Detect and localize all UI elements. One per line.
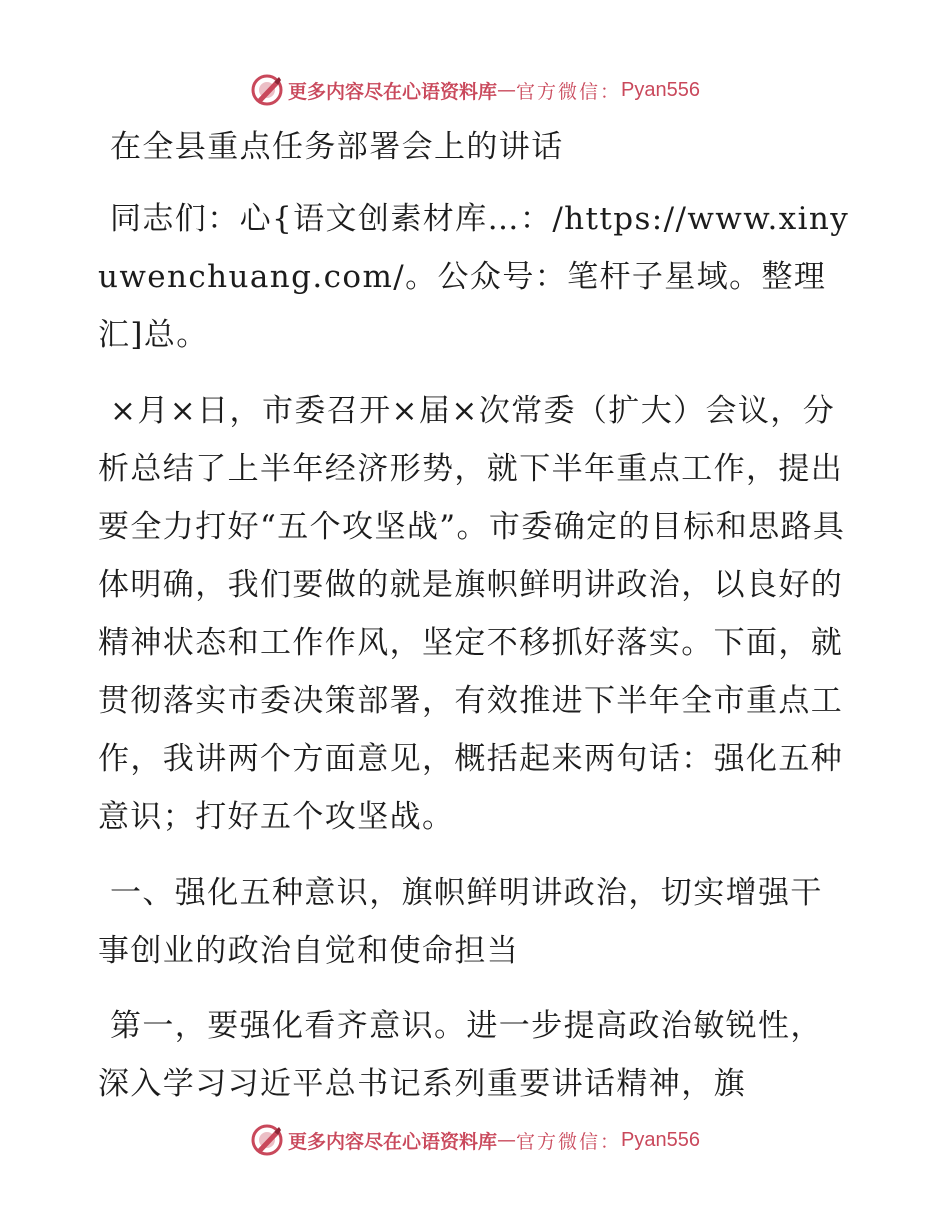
watermark-separator: — xyxy=(497,79,517,101)
footer-watermark xyxy=(0,1120,950,1160)
watermark-handle: Pyan556 xyxy=(621,1128,700,1151)
watermark-separator: — xyxy=(497,1129,517,1151)
header-watermark xyxy=(0,70,950,110)
watermark-handle: Pyan556 xyxy=(621,78,700,101)
pen-logo-icon xyxy=(250,73,284,107)
paragraph-first-point: 第一，要强化看齐意识。进一步提高政治敏锐性，深入学习习近平总书记系列重要讲话精神，旗 xyxy=(98,1008,823,1102)
pen-logo-icon xyxy=(250,1123,284,1157)
paragraph-greeting: 同志们：心{语文创素材库…：/https://www.xinyuwenchuang.com/。公众号：笔杆子星域。整理汇]总。 xyxy=(98,201,850,353)
watermark-official-label: 官方微信： xyxy=(516,80,622,103)
document-title: 在全县重点任务部署会上的讲话 xyxy=(110,129,564,165)
watermark-brand: 更多内容尽在心语资料库 xyxy=(288,1130,498,1153)
section-heading: 一、强化五种意识，旗帜鲜明讲政治，切实增强干事创业的政治自觉和使命担当 xyxy=(98,875,823,969)
watermark-brand: 更多内容尽在心语资料库 xyxy=(288,80,498,103)
watermark-official-label: 官方微信： xyxy=(516,1130,622,1153)
paragraph-intro: ×月×日，市委召开×届×次常委（扩大）会议，分析总结了上半年经济形势，就下半年重点工作，提出要全力打好“五个攻坚战”。市委确定的目标和思路具体明确，我们要做的就是旗帜鲜明讲政治，以良好的精神状态和工作作风，坚定不移抓好落实。下面，就贯彻落实市委决策部署，有效推进下半年全市重点工作，我讲两个方面意见，概括起来两句话：强化五种意识；打好五个攻坚战。 xyxy=(98,393,846,835)
